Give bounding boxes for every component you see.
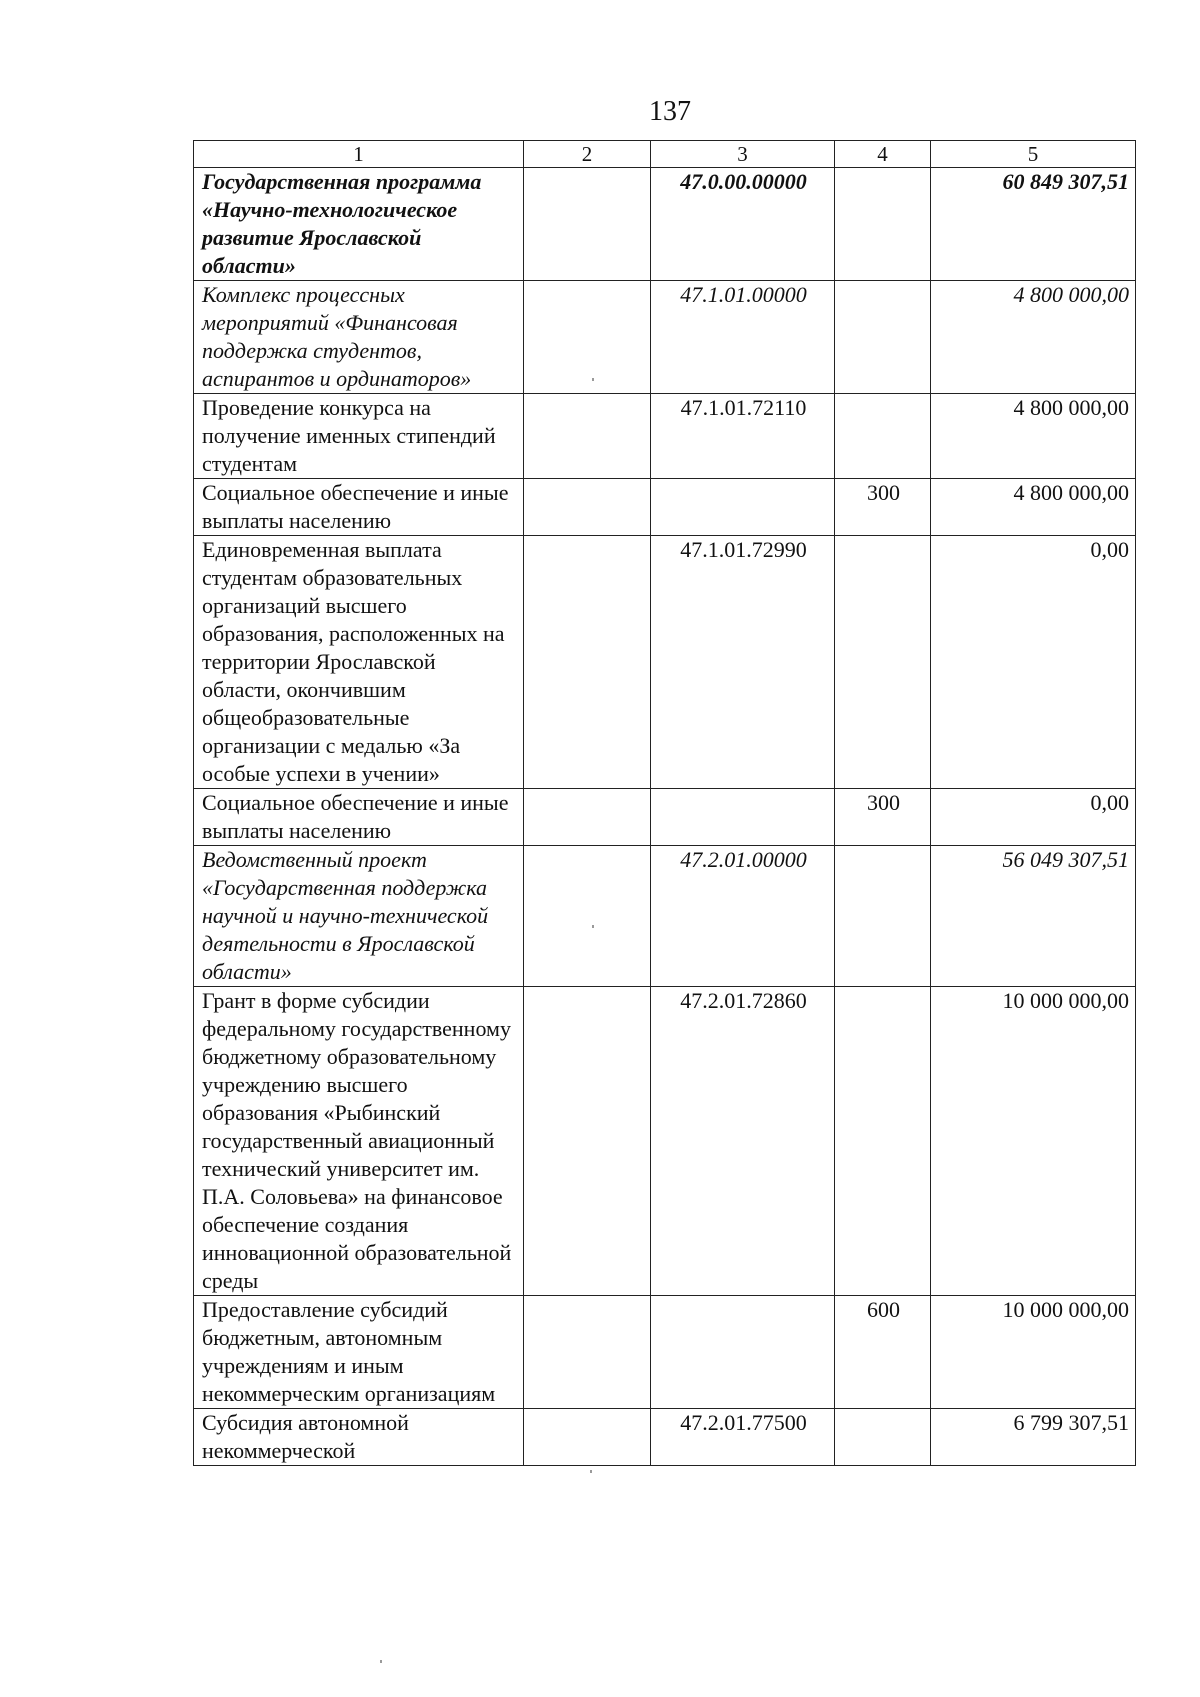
row-amount: 4 800 000,00 [931,281,1136,394]
row-amount: 4 800 000,00 [931,479,1136,536]
row-col2 [524,479,651,536]
table-row [194,1296,1136,1409]
row-kind [835,1409,931,1466]
row-col2 [524,168,651,281]
row-name: Единовременная выплата студентам образовательных организаций высшего образования, расположенных на территории Ярославской области, окончившим общеобразовательные организации с медалью «За особые успехи в учении» [194,536,524,789]
row-name: Социальное обеспечение и иные выплаты населению [194,479,524,536]
row-col2 [524,789,651,846]
table-row [194,789,1136,846]
header-col-2: 2 [524,141,651,168]
row-col2 [524,1409,651,1466]
row-amount: 56 049 307,51 [931,846,1136,987]
row-kind: 300 [835,479,931,536]
row-code [651,1296,835,1409]
row-amount: 0,00 [931,536,1136,789]
row-name: Государственная программа «Научно-технологическое развитие Ярославской области» [194,168,524,281]
row-amount: 0,00 [931,789,1136,846]
row-col2 [524,846,651,987]
row-code: 47.2.01.77500 [651,1409,835,1466]
row-code: 47.0.00.00000 [651,168,835,281]
header-col-1: 1 [194,141,524,168]
table-header-row [194,141,1136,168]
budget-table [193,140,1136,1466]
row-amount: 6 799 307,51 [931,1409,1136,1466]
scan-speck [592,378,594,381]
row-code: 47.1.01.72110 [651,394,835,479]
page-number: 137 [649,96,691,127]
row-code [651,789,835,846]
scan-speck [590,1470,592,1473]
row-kind [835,987,931,1296]
scan-speck [592,925,594,928]
row-name: Субсидия автономной некоммерческой [194,1409,524,1466]
row-kind [835,281,931,394]
table-row [194,281,1136,394]
row-amount: 10 000 000,00 [931,1296,1136,1409]
row-amount: 10 000 000,00 [931,987,1136,1296]
row-col2 [524,536,651,789]
table-row [194,536,1136,789]
row-code [651,479,835,536]
row-col2 [524,394,651,479]
row-kind [835,394,931,479]
row-code: 47.2.01.00000 [651,846,835,987]
row-code: 47.1.01.72990 [651,536,835,789]
row-kind: 300 [835,789,931,846]
row-col2 [524,281,651,394]
row-kind [835,168,931,281]
row-kind [835,536,931,789]
row-name: Предоставление субсидий бюджетным, автономным учреждениям и иным некоммерческим организациям [194,1296,524,1409]
header-col-4: 4 [835,141,931,168]
header-col-5: 5 [931,141,1136,168]
row-name: Проведение конкурса на получение именных стипендий студентам [194,394,524,479]
table-row [194,394,1136,479]
table-row [194,1409,1136,1466]
row-amount: 60 849 307,51 [931,168,1136,281]
row-col2 [524,1296,651,1409]
row-code: 47.2.01.72860 [651,987,835,1296]
row-name: Ведомственный проект «Государственная поддержка научной и научно-технической деятельности в Ярославской области» [194,846,524,987]
row-name: Грант в форме субсидии федеральному государственному бюджетному образовательному учреждению высшего образования «Рыбинский государственный авиационный технический университет им. П.А. Соловьева» на финансовое обеспечение создания инновационной образовательной среды [194,987,524,1296]
row-amount: 4 800 000,00 [931,394,1136,479]
table-row [194,479,1136,536]
row-name: Комплекс процессных мероприятий «Финансовая поддержка студентов, аспирантов и ординаторов» [194,281,524,394]
row-kind [835,846,931,987]
table-row [194,168,1136,281]
row-kind: 600 [835,1296,931,1409]
header-col-3: 3 [651,141,835,168]
table-row [194,846,1136,987]
row-code: 47.1.01.00000 [651,281,835,394]
scan-speck [380,1660,382,1663]
row-col2 [524,987,651,1296]
row-name: Социальное обеспечение и иные выплаты населению [194,789,524,846]
table-row [194,987,1136,1296]
